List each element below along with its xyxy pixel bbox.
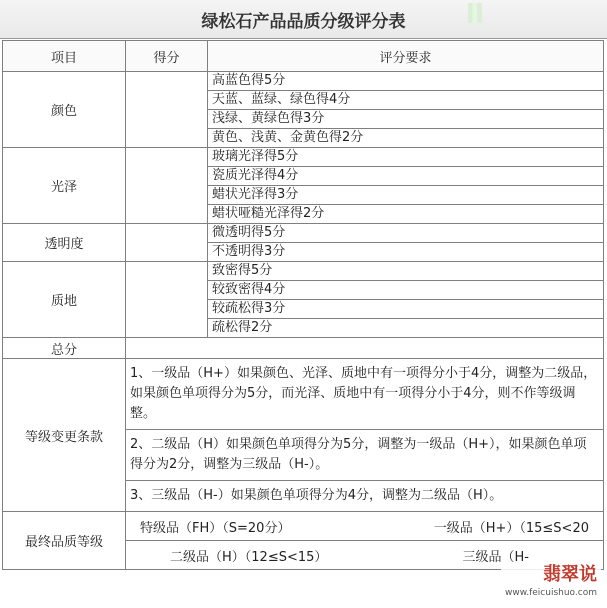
item-texture: 质地 [3, 262, 126, 338]
requirement-cell: 疏松得2分 [208, 319, 604, 338]
requirement-cell: 较疏松得3分 [208, 300, 604, 319]
item-change-clause: 等级变更条款 [3, 359, 126, 512]
watermark-logo [501, 564, 601, 604]
clause-1: 1、一级品（H+）如果颜色、光泽、质地中有一项得分小于4分，调整为二级品，如果颜色单项得分为5分，而光泽、质地中有一项得分小于4分，则不作等级调整。 [126, 359, 604, 430]
table-title [0, 0, 607, 39]
score-cell-transparency [126, 224, 208, 262]
table-row [3, 72, 604, 91]
table-row [3, 224, 604, 243]
grade-special: 特级品（FH）（S=20分） [140, 520, 291, 536]
total-row [3, 338, 604, 359]
grade-first: 一级品（H+）（15≤S<20 [433, 520, 589, 536]
requirement-cell: 高蓝色得5分 [208, 72, 604, 91]
score-cell-texture [126, 262, 208, 338]
requirement-cell: 浅绿、黄绿色得3分 [208, 110, 604, 129]
requirement-cell: 不透明得3分 [208, 243, 604, 262]
requirement-cell: 致密得5分 [208, 262, 604, 281]
requirement-cell: 玻璃光泽得5分 [208, 148, 604, 167]
grade-line-1 [126, 512, 604, 541]
header-item: 项目 [3, 41, 126, 72]
clause-3: 3、三级品（H-）如果颜色单项得分为4分，调整为二级品（H）。 [126, 481, 604, 512]
decorative-stripe [468, 3, 482, 23]
score-cell-luster [126, 148, 208, 224]
item-luster: 光泽 [3, 148, 126, 224]
header-requirement: 评分要求 [208, 41, 604, 72]
table-row [3, 148, 604, 167]
item-total: 总分 [3, 338, 126, 359]
watermark-text: 翡翠说 [543, 564, 597, 585]
score-cell-color [126, 72, 208, 148]
requirement-cell: 黄色、浅黄、金黄色得2分 [208, 129, 604, 148]
title-text: 绿松石产品品质分级评分表 [201, 11, 406, 32]
requirement-cell: 较致密得4分 [208, 281, 604, 300]
item-color: 颜色 [3, 72, 126, 148]
item-final-grade: 最终品质等级 [3, 512, 126, 570]
header-score: 得分 [126, 41, 208, 72]
grade-third: 三级品（H- [462, 549, 529, 565]
item-transparency: 透明度 [3, 224, 126, 262]
clause-2: 2、二级品（H）如果颜色单项得分为5分，调整为一级品（H+），如果颜色单项得分为2分，调整为三级品（H-）。 [126, 430, 604, 481]
grade-second: 二级品（H）（12≤S<15） [170, 549, 328, 565]
table-row [3, 262, 604, 281]
header-row [3, 41, 604, 72]
requirement-cell: 蜡状哑糙光泽得2分 [208, 205, 604, 224]
table-row [3, 359, 604, 430]
requirement-cell: 微透明得5分 [208, 224, 604, 243]
requirement-cell: 天蓝、蓝绿、绿色得4分 [208, 91, 604, 110]
requirement-cell: 瓷质光泽得4分 [208, 167, 604, 186]
grading-table [2, 40, 604, 570]
table-row [3, 512, 604, 541]
watermark-url: www.feicuishuo.com [504, 588, 597, 598]
total-value-cell [126, 338, 604, 359]
requirement-cell: 蜡状光泽得3分 [208, 186, 604, 205]
